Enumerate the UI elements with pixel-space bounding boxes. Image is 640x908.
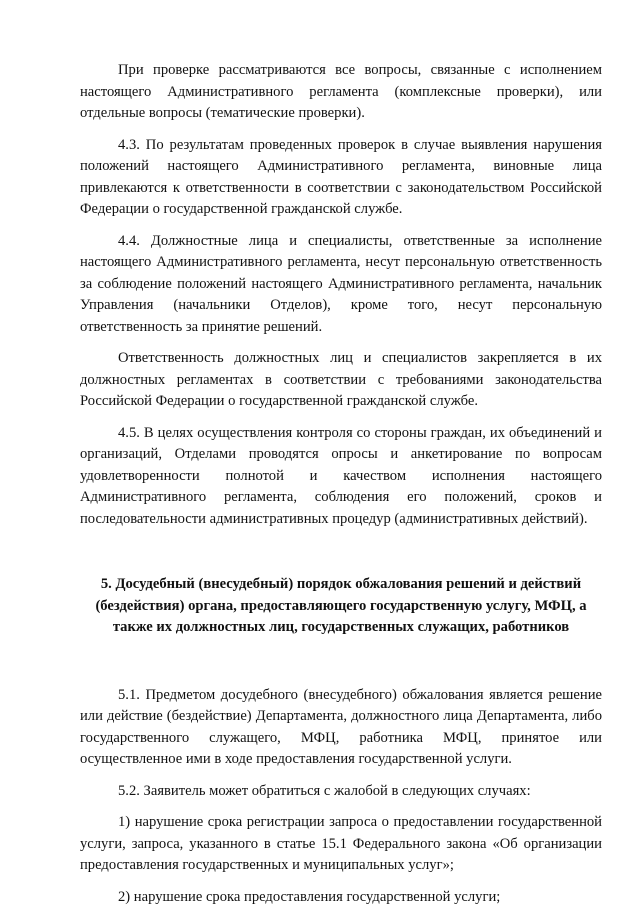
section-5-heading: 5. Досудебный (внесудебный) порядок обжалования решений и действий (бездействия) органа, предоставляющего государственную услугу, МФЦ, а также их должностных лиц, государственных служащих, работников <box>80 574 602 639</box>
paragraph-5-2: 5.2. Заявитель может обратиться с жалобой в следующих случаях: <box>80 781 602 803</box>
list-item-1: 1) нарушение срока регистрации запроса о предоставлении государственной услуги, запроса, указанного в статье 15.1 Федерального закона «Об организации предоставления государственных и муниципальных услуг»; <box>80 812 602 877</box>
paragraph-inspection-scope: При проверке рассматриваются все вопросы, связанные с исполнением настоящего Административного регламента (комплексные проверки), или отдельные вопросы (тематические проверки). <box>80 60 602 125</box>
list-item-2: 2) нарушение срока предоставления государственной услуги; <box>80 887 602 908</box>
paragraph-4-3: 4.3. По результатам проведенных проверок в случае выявления нарушения положений настоящего Административного регламента, виновные лица привлекаются к ответственности в соответствии с законодательством Российской Федерации о государственной гражданской службе. <box>80 135 602 221</box>
paragraph-4-5: 4.5. В целях осуществления контроля со стороны граждан, их объединений и организаций, Отделами проводятся опросы и анкетирование по вопросам удовлетворенности полнотой и качеством исполнения настоящего Административного регламента, соблюдения его положений, сроков и последовательности административных процедур (административных действий). <box>80 423 602 531</box>
paragraph-5-1: 5.1. Предметом досудебного (внесудебного) обжалования является решение или действие (бездействие) Департамента, должностного лица Департамента, либо государственного служащего, МФЦ, работника МФЦ, принятое или осуществленное ими в ходе предоставления государственной услуги. <box>80 685 602 771</box>
paragraph-4-4: 4.4. Должностные лица и специалисты, ответственные за исполнение настоящего Административного регламента, несут персональную ответственность за соблюдение положений настоящего Административного регламента, начальник Управления (начальники Отделов), кроме того, несут персональную ответственность за принятие решений. <box>80 231 602 339</box>
paragraph-responsibility: Ответственность должностных лиц и специалистов закрепляется в их должностных регламентах в соответствии с требованиями законодательства Российской Федерации о государственной гражданской службе. <box>80 348 602 413</box>
